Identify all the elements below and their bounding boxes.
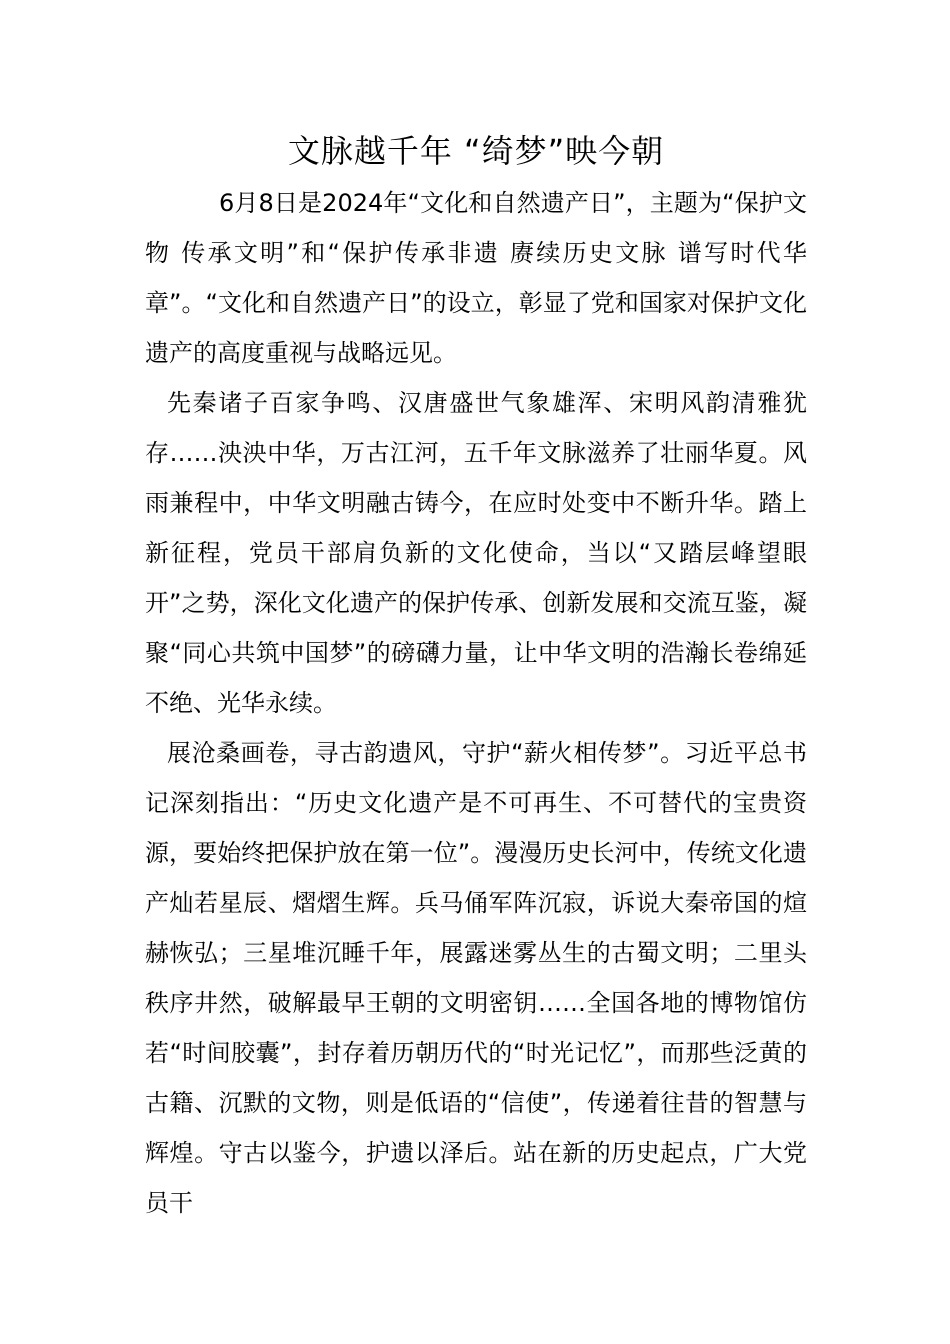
paragraph-2: 先秦诸子百家争鸣、汉唐盛世气象雄浑、宋明风韵清雅犹存……泱泱中华，万古江河，五千年文脉滋养了壮丽华夏。风雨兼程中，中华文明融古铸今，在应时处变中不断升华。踏上新征程，党员干部肩负新的文化使命，当以“又踏层峰望眼开”之势，深化文化遗产的保护传承、创新发展和交流互鉴，凝聚“同心共筑中国梦”的磅礴力量，让中华文明的浩瀚长卷绵延不绝、光华永续。 — [145, 389, 807, 717]
document-title: 文脉越千年 “绮梦”映今朝 — [287, 132, 665, 170]
paragraph-1: 6月8日是2024年“文化和自然遗产日”，主题为“保护文物 传承文明”和“保护传承非遗 赓续历史文脉 谱写时代华章”。“文化和自然遗产日”的设立，彰显了党和国家对保护文化遗产的高度重视与战略远见。 — [145, 189, 807, 367]
document-page — [145, 128, 807, 1228]
paragraph-3: 展沧桑画卷，寻古韵遗风，守护“薪火相传梦”。习近平总书记深刻指出：“历史文化遗产是不可再生、不可替代的宝贵资源，要始终把保护放在第一位”。漫漫历史长河中，传统文化遗产灿若星辰、熠熠生辉。兵马俑军阵沉寂，诉说大秦帝国的煊赫恢弘；三星堆沉睡千年，展露迷雾丛生的古蜀文明；二里头秩序井然，破解最早王朝的文明密钥……全国各地的博物馆仿若“时间胶囊”，封存着历朝历代的“时光记忆”，而那些泛黄的古籍、沉默的文物，则是低语的“信使”，传递着往昔的智慧与辉煌。守古以鉴今，护遗以泽后。站在新的历史起点，广大党员干 — [145, 739, 807, 1217]
